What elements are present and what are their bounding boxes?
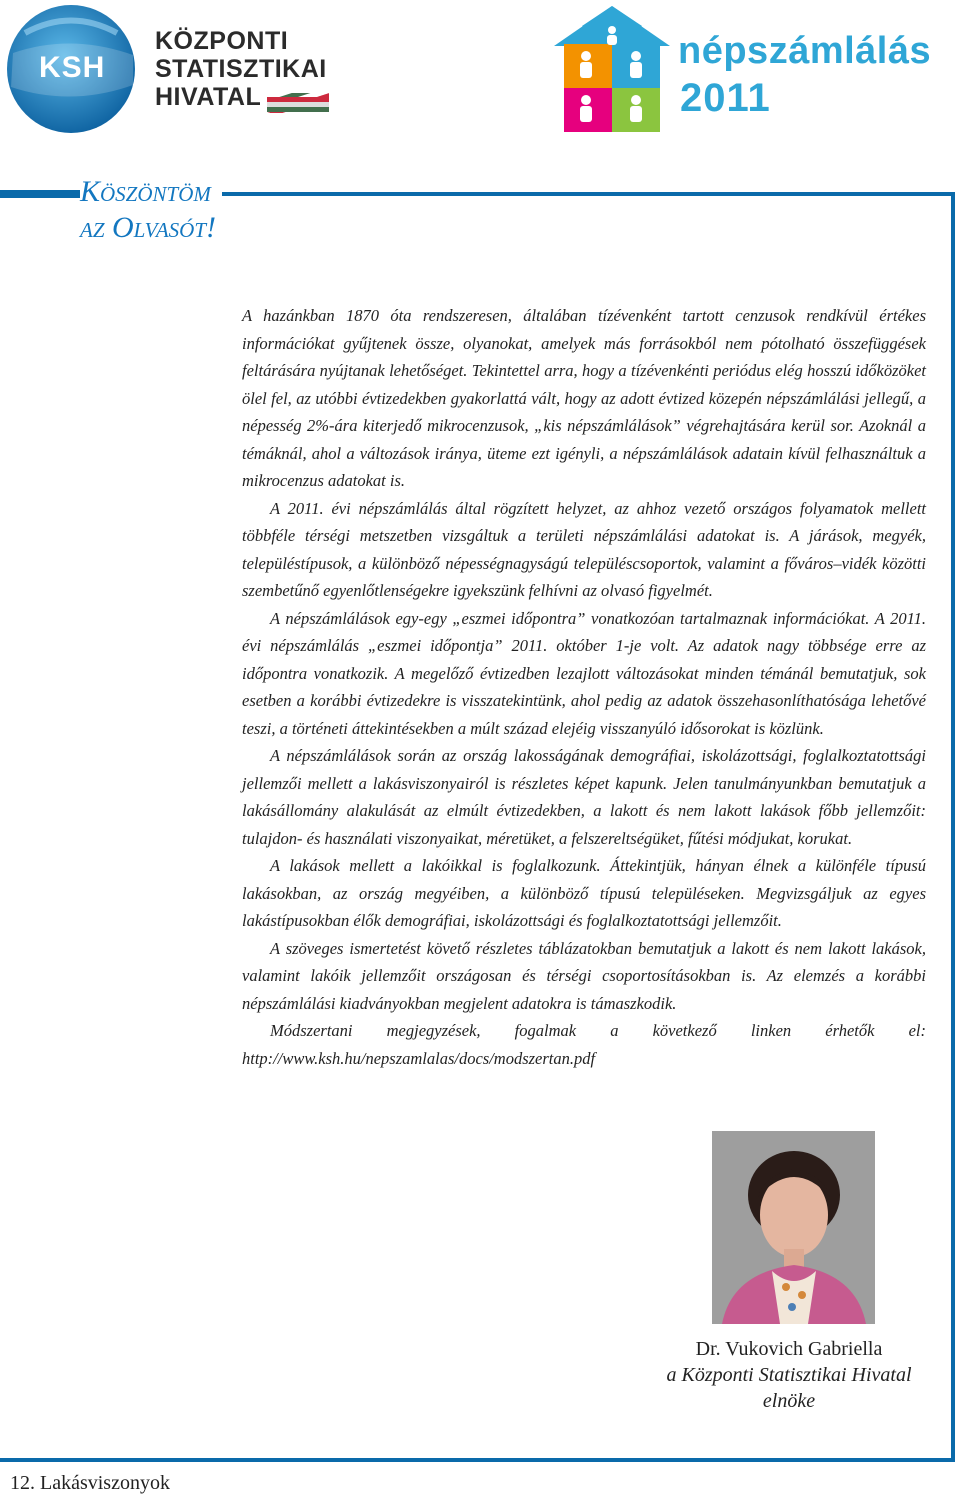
signature-name: Dr. Vukovich Gabriella — [695, 1338, 883, 1360]
signature-block — [600, 1336, 926, 1414]
paragraph-1: A hazánkban 1870 óta rendszeresen, általában tízévenként tartott cenzusok rendkívül értékes információkat gyűjtenek össze, olyanokat, amelyek más forrásokból nem pótolható összefüggések feltárására nyújtanak lehetőséget. Tekintettel arra, hogy a tízévenkénti periódus elég hosszú időközöket ölel fel, az utóbbi évtizedekben gyakorlattá vált, hogy az adott évtized közepén népszámlálási jellegű, a népesség 2%-ára kiterjedő mikrocenzusok, „kis népszámlálások” végrehajtására kerül sor. Azoknál a témáknál, ahol a változások iránya, üteme ezt igényli, a népszámlálások adatain kívül felhasználtuk a mikrocenzus adatokat is. — [242, 306, 926, 490]
signature-role: elnöke — [762, 1390, 816, 1412]
census-logo-word: népszámlálás — [678, 30, 932, 72]
census-2011-logo — [552, 4, 956, 138]
paragraph-2: A 2011. évi népszámlálás által rögzített helyzet, az ahhoz vezető országos folyamatok mellett többféle térségi metszetben vizsgáltuk a területi népszámlálási adatokat is. A járások, megyék, településtípusok, a különböző népességnagyságú településcsoportok, valamint a főváros–vidék közötti szembetűnő egyenlőtlenségekre igyekszünk felhívni az olvasó figyelmét. — [242, 498, 926, 600]
paragraph-6: A szöveges ismertetést követő részletes táblázatokban bemutatjuk a lakott és nem lakott lakások, valamint lakóik jellemzőit országosan és térségi csoportosításokban is. Az elemzés a korábbi népszámlálási kiadványokban megjelent adatokra is támaszkodik. — [242, 938, 926, 1013]
portrait-photo-icon — [712, 1131, 875, 1324]
paragraph-5: A lakások mellett a lakóikkal is foglalkozunk. Áttekintjük, hányan élnek a különféle típusú lakásokban, az ország megyéiben, a különböző típusú településeken. Megvizsgáljuk az egyes lakástípusokban élők demográfiai, iskolázottsági és foglalkoztatottsági jellemzőit. — [242, 856, 926, 930]
hungarian-flag-icon — [267, 93, 329, 113]
ksh-abbreviation: KSH — [39, 51, 106, 84]
census-house-icon — [552, 4, 674, 138]
census-logo-year: 2011 — [680, 76, 771, 120]
paragraph-3: A népszámlálások egy-egy „eszmei időpontra” vonatkozóan tartalmaznak információkat. A 2011. évi népszámlálás „eszmei időpontja” 2011. október 1-je volt. Az adatok nagy többsége erre az időpontra vonatkozik. A megelőző évtizedben lezajlott változásokat minden témánál bemutatjuk, sok esetben a korábbi évtizedekre is visszatekintünk, ahol pedig az adatok összehasonlíthatósága lehetővé teszi, a történeti áttekintésekben a múlt század elejéig visszanyúló idősorokat is közlünk. — [242, 608, 926, 738]
bottom-divider — [0, 1458, 955, 1462]
top-divider-accent — [0, 190, 82, 198]
ksh-logo — [5, 3, 335, 135]
ksh-name-line-3: HIVATAL — [155, 83, 262, 111]
signature-office: a Központi Statisztikai Hivatal — [666, 1364, 912, 1386]
right-divider — [951, 192, 955, 1462]
page-title — [80, 174, 222, 246]
page-footer: 12. Lakásviszonyok — [10, 1472, 170, 1494]
ksh-name-line-1: KÖZPONTI — [155, 27, 289, 55]
page-title-line-2: az Olvasót! — [80, 211, 217, 244]
author-portrait — [712, 1131, 875, 1324]
paragraph-4: A népszámlálások során az ország lakosságának demográfiai, iskolázottsági, foglalkoztatottsági jellemzői mellett a lakásviszonyairól is részletes képet kapunk. Jelen tanulmányunkban bemutatjuk a lakásállomány alakulását az elmúlt évtizedekben, a lakott és nem lakott lakások főbb jellemzőit: tulajdon- és használati viszonyaikat, méretüket, a felszereltségüket, fűtési módjukat, korukat. — [242, 746, 926, 848]
paragraph-7-methodology-link[interactable]: Módszertani megjegyzések, fogalmak a következő linken érhetők el: http://www.ksh.hu/nepszamlalas/docs/modszertan.pdf — [242, 1021, 926, 1068]
foreword-text — [242, 302, 926, 1072]
page-title-line-1: Köszöntöm — [80, 175, 211, 208]
ksh-name-line-2: STATISZTIKAI — [155, 55, 327, 83]
